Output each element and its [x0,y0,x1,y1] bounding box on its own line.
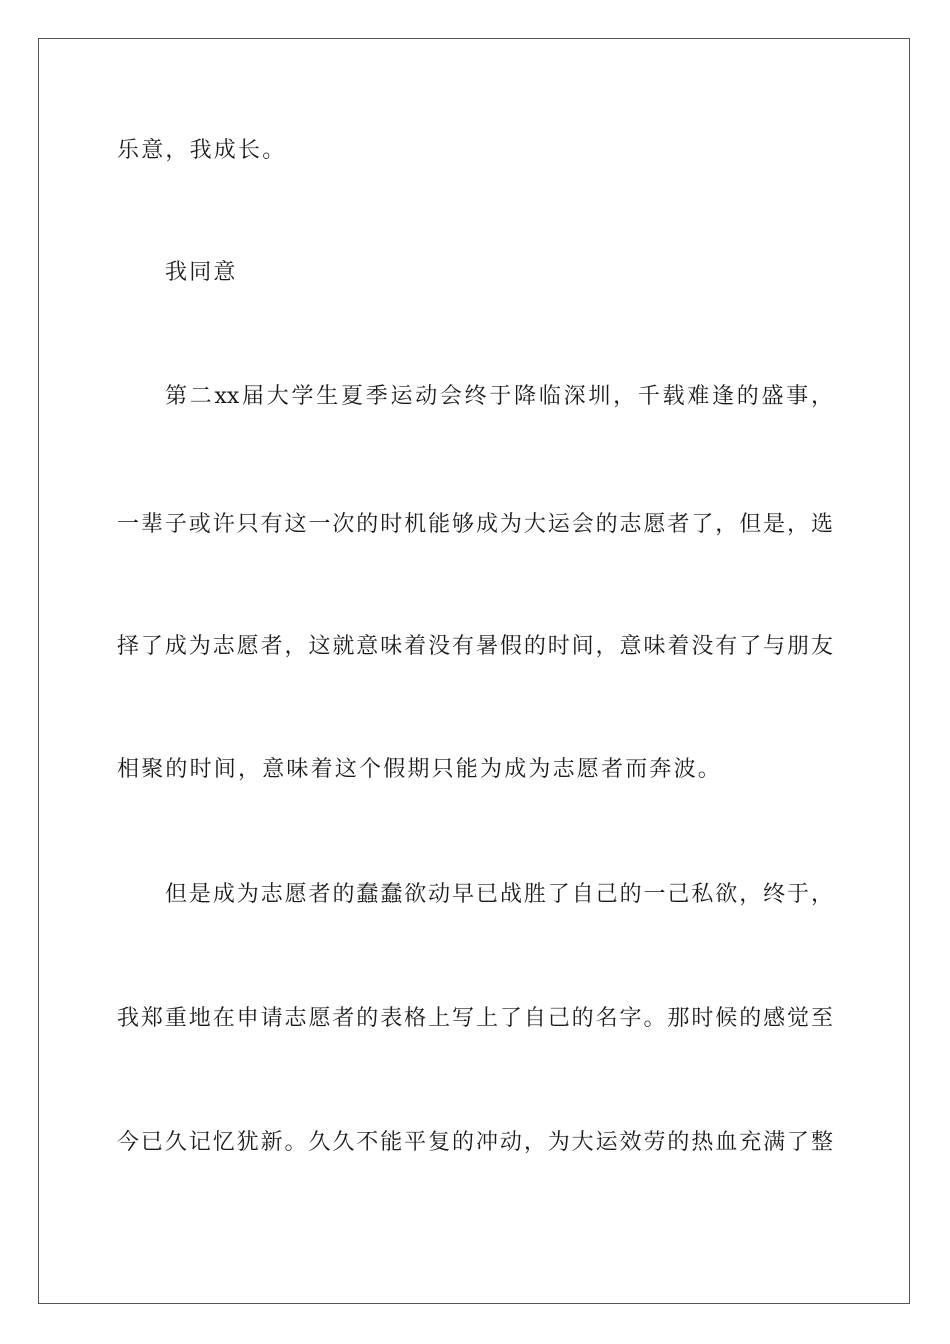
paragraph-2-line-1: 但是成为志愿者的蠢蠢欲动早已战胜了自己的一己私欲，终于， [165,882,833,907]
paragraph-1-line-4: 相聚的时间，意味着这个假期只能为成为志愿者而奔波。 [117,757,723,782]
paragraph-1-line-3: 择了成为志愿者，这就意味着没有暑假的时间，意味着没有了与朋友 [117,634,833,659]
heading-line: 我同意 [165,260,238,285]
paragraph-2-line-3: 今已久记忆犹新。久久不能平复的冲动，为大运效劳的热血充满了整 [117,1130,833,1155]
page-frame [38,38,910,1304]
text-line-1: 乐意，我成长。 [117,138,287,163]
paragraph-2-line-2: 我郑重地在申请志愿者的表格上写上了自己的名字。那时候的感觉至 [117,1006,833,1031]
paragraph-1-line-1: 第二xx届大学生夏季运动会终于降临深圳，千载难逢的盛事， [165,384,833,409]
paragraph-1-line-2: 一辈子或许只有这一次的时机能够成为大运会的志愿者了，但是，选 [117,512,833,537]
